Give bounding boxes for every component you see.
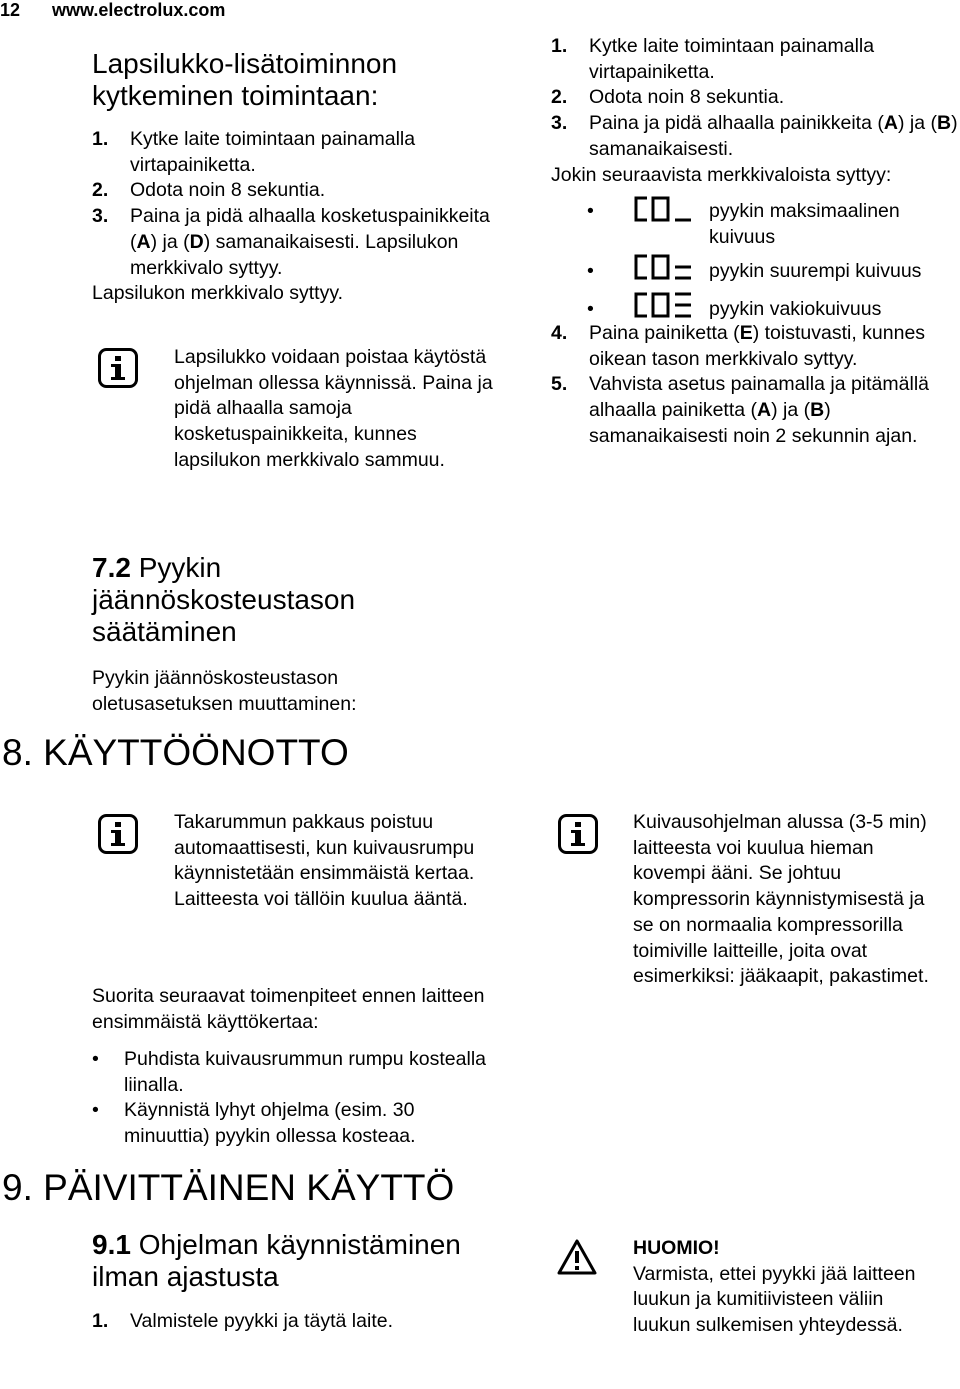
section-9-1-heading: 9.1 Ohjelman käynnistäminen ilman ajastusta (92, 1229, 461, 1292)
list-item: • Puhdista kuivausrummun rumpu kostealla liinalla. (92, 1048, 487, 1096)
list-item: 1. Kytke laite toimintaan painamalla virtapainiketta. (551, 35, 875, 83)
list-item: 2. Odota noin 8 sekuntia. (92, 179, 326, 202)
website-link[interactable]: www.electrolux.com (52, 0, 226, 20)
residual-moisture-steps-column (551, 34, 960, 188)
child-lock-after: Lapsilukon merkkivalo syttyy. (92, 282, 344, 305)
list-item: 5. Vahvista asetus painamalla ja pitämällä alhaalla painiketta (A) ja (B) samanaikaisesti noin 2 sekunnin ajan. (551, 373, 929, 447)
display-c0-std-icon (633, 291, 695, 319)
list-item: • pyykin maksimaalinen kuivuus (587, 193, 960, 251)
section-9-1 (92, 1229, 502, 1335)
residual-moisture-intro: Pyykin jäännöskosteustason oletusasetuksen muuttaminen: (92, 667, 357, 715)
warning-text: Varmista, ettei pyykki jää laitteen luukun ja kumitiivisteen väliin luukun sulkemisen yhteydessä. (633, 1262, 916, 1337)
list-item: 2. Odota noin 8 sekuntia. (551, 86, 785, 109)
child-lock-section (92, 48, 512, 307)
commissioning-bullets (92, 1047, 492, 1150)
info-icon (98, 814, 138, 854)
warning-icon (556, 1238, 598, 1276)
child-lock-info-note: Lapsilukko voidaan poistaa käytöstä ohjelman ollessa käynnissä. Paina ja pidä alhaalla samoja kosketuspainikkeita, kunnes lapsilukon merkkivalo sammuu. (174, 346, 493, 471)
info-icon (98, 348, 138, 388)
list-item: 3. Paina ja pidä alhaalla kosketuspainikkeita (A) ja (D) samanaikaisesti. Lapsilukon merkkivalo syttyy. (92, 205, 490, 279)
section-8-heading: 8. KÄYTTÖÖNOTTO (2, 732, 349, 773)
list-item: 3. Paina ja pidä alhaalla painikkeita (A) ja (B) samanaikaisesti. (551, 112, 958, 160)
warning-title: HUOMIO! (633, 1237, 720, 1259)
display-c0-more-icon (633, 253, 695, 281)
child-lock-heading: Lapsilukko-lisätoiminnon kytkeminen toimintaan: (92, 48, 398, 111)
commissioning-info-note: Takarummun pakkaus poistuu automaattisesti, kun kuivausrumpu käynnistetään ensimmäistä kertaa. Laitteesta voi tällöin kuulua ääntä. (174, 811, 475, 911)
residual-moisture-section (92, 552, 472, 717)
residual-moisture-steps-2 (551, 321, 960, 450)
warning-block (633, 1236, 933, 1339)
page-number: 12 (0, 0, 21, 20)
display-c0-max-icon (633, 195, 695, 223)
list-item: 4. Paina painiketta (E) toistuvasti, kunnes oikean tason merkkivalo syttyy. (551, 322, 926, 370)
daily-use-steps (92, 1309, 502, 1335)
commissioning-intro: Suorita seuraavat toimenpiteet ennen laitteen ensimmäistä käyttökertaa: (92, 985, 485, 1033)
residual-moisture-steps (551, 34, 960, 163)
indicator-intro: Jokin seuraavista merkkivaloista syttyy: (551, 163, 892, 186)
list-item: • pyykin vakiokuivuus (587, 289, 960, 325)
list-item: 1. Kytke laite toimintaan painamalla virtapainiketta. (92, 128, 416, 176)
list-item: 1. Valmistele pyykki ja täytä laite. (92, 1310, 393, 1332)
list-item: • pyykin suurempi kuivuus (587, 251, 960, 289)
section-7-2-heading: 7.2 Pyykin jäännöskosteustason säätäminen (92, 552, 356, 647)
list-item: • Käynnistä lyhyt ohjelma (esim. 30 minuuttia) pyykin ollessa kosteaa. (92, 1099, 416, 1148)
child-lock-steps (92, 127, 512, 281)
section-9-heading: 9. PÄIVITTÄINEN KÄYTTÖ (2, 1167, 455, 1208)
compressor-info-note: Kuivausohjelman alussa (3-5 min) laitteesta voi kuulua hieman kovempi ääni. Se johtuu kompressorin käynnistymisestä ja se on normaalia kompressorilla toimiville laitteille, joita ovat esimerkiksi: jääkaapit, pakastimet. (633, 811, 929, 988)
info-icon (558, 814, 598, 854)
indicator-list (587, 193, 960, 325)
